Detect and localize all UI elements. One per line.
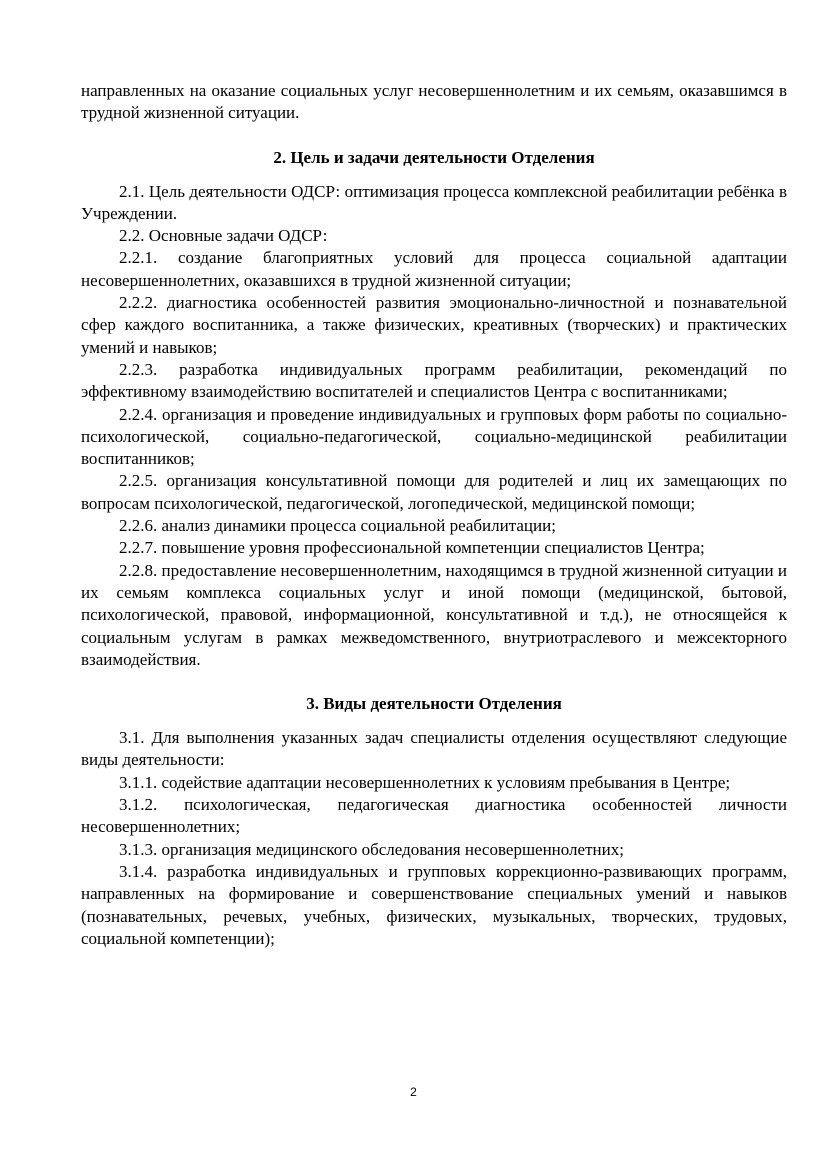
paragraph-2-2-2: 2.2.2. диагностика особенностей развития эмоционально-личностной и познавательной сфер каждого воспитанника, а также физических, креативных (творческих) и практических умений и навыков; — [81, 293, 787, 357]
paragraph-2-2-3: 2.2.3. разработка индивидуальных программ реабилитации, рекомендаций по эффективному взаимодействию воспитателей и специалистов Центра с воспитанниками; — [81, 359, 787, 402]
paragraph-2-2-1: 2.2.1. создание благоприятных условий для процесса социальной адаптации несовершеннолетних, оказавшихся в трудной жизненной ситуации; — [81, 248, 787, 290]
paragraph-3-1-3: 3.1.3. организация медицинского обследования несовершеннолетних; — [119, 839, 624, 859]
paragraph-3-1-2: 3.1.2. психологическая, педагогическая диагностика особенностей личности несовершеннолетних; — [81, 795, 787, 837]
document-body — [81, 80, 787, 950]
paragraph-2-2-5: 2.2.5. организация консультативной помощи для родителей и лиц их замещающих по вопросам психологической, педагогической, логопедической, медицинской помощи; — [81, 471, 787, 513]
section-3-heading: 3. Виды деятельности Отделения — [306, 694, 562, 714]
intro-paragraph: направленных на оказание социальных услуг несовершеннолетним и их семьям, оказавшимся в трудной жизненной ситуации. — [81, 81, 787, 123]
paragraph-2-2-6: 2.2.6. анализ динамики процесса социальной реабилитации; — [119, 516, 556, 536]
page-number: 2 — [410, 1085, 417, 1099]
paragraph-3-1: 3.1. Для выполнения указанных задач специалисты отделения осуществляют следующие виды деятельности: — [81, 728, 787, 770]
paragraph-3-1-1: 3.1.1. содействие адаптации несовершеннолетних к условиям пребывания в Центре; — [119, 772, 731, 792]
paragraph-2-2-7: 2.2.7. повышение уровня профессиональной компетенции специалистов Центра; — [119, 538, 705, 558]
paragraph-2-2-8: 2.2.8. предоставление несовершеннолетним, находящимся в трудной жизненной ситуации и их семьям комплекса социальных услуг и иной помощи (медицинской, бытовой, психологической, правовой, информационной, консультативной и т.д.), не относящейся к социальным услугам в рамках межведомственного, внутриотраслевого и межсекторного взаимодействия. — [81, 560, 787, 669]
paragraph-3-1-4: 3.1.4. разработка индивидуальных и групповых коррекционно-развивающих программ, направленных на формирование и совершенствование специальных умений и навыков (познавательных, речевых, учебных, физических, музыкальных, творческих, трудовых, социальной компетенции); — [81, 861, 787, 948]
paragraph-2-2-4: 2.2.4. организация и проведение индивидуальных и групповых форм работы по социально-психологической, социально-педагогической, социально-медицинской реабилитации воспитанников; — [81, 404, 787, 469]
paragraph-2-2: 2.2. Основные задачи ОДСР: — [119, 226, 328, 246]
section-2-heading: 2. Цель и задачи деятельности Отделения — [273, 147, 595, 167]
paragraph-2-1: 2.1. Цель деятельности ОДСР: оптимизация процесса комплексной реабилитации ребёнка в Учреждении. — [81, 181, 787, 223]
